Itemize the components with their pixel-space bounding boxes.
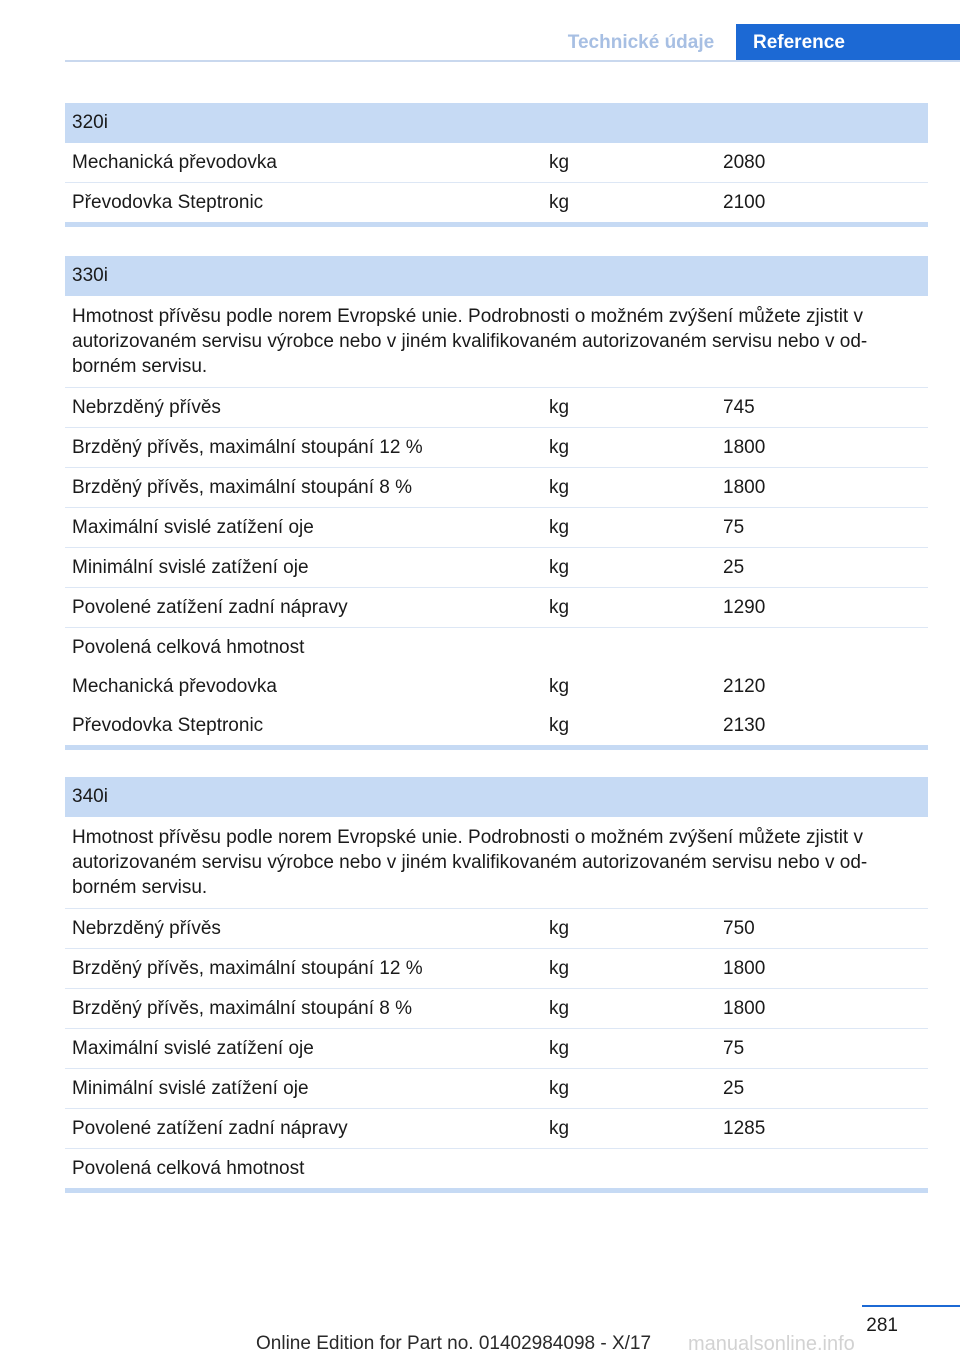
row-unit: kg (549, 151, 570, 173)
row-unit: kg (549, 516, 570, 538)
table-row (65, 989, 928, 1029)
page-number: 281 (866, 1315, 898, 1336)
table-row (65, 508, 928, 548)
row-value: 75 (723, 1037, 745, 1059)
row-value: 1290 (723, 596, 766, 618)
page-number-rule (862, 1305, 960, 1307)
row-label: Převodovka Steptronic (72, 191, 264, 213)
row-label: Povolená celková hmotnost (72, 1157, 305, 1179)
table-note: Hmotnost přívěsu podle norem Evropské unie. Podrobnosti o možném zvýšení můžete zjistit v autorizovaném servisu výrobce nebo v jiném kvalifikovaném autorizovaném servisu nebo v odborném servisu. (65, 296, 928, 388)
row-label: Maximální svislé zatížení oje (72, 1037, 314, 1059)
row-label: Nebrzděný přívěs (72, 917, 221, 939)
row-label: Převodovka Steptronic (72, 714, 264, 736)
row-value: 1800 (723, 436, 766, 458)
row-value: 2100 (723, 191, 766, 213)
table-end-rule (65, 745, 928, 750)
table-row (65, 706, 928, 745)
table-row (65, 949, 928, 989)
spec-table-330i (65, 256, 928, 750)
spec-table-320i (65, 103, 928, 227)
table-row (65, 548, 928, 588)
row-label: Mechanická převodovka (72, 675, 277, 697)
section-tab-technical-data: Technické údaje (567, 31, 715, 53)
edition-footer: Online Edition for Part no. 01402984098 - X/17 (256, 1333, 652, 1354)
row-label: Povolené zatížení zadní nápravy (72, 1117, 348, 1139)
row-unit: kg (549, 191, 570, 213)
row-value: 2130 (723, 714, 766, 736)
row-label: Mechanická převodovka (72, 151, 277, 173)
row-label: Povolené zatížení zadní nápravy (72, 596, 348, 618)
row-label: Brzděný přívěs, maximální stoupání 8 % (72, 476, 413, 498)
table-row (65, 1109, 928, 1149)
table-title: 320i (65, 103, 928, 143)
table-title: 330i (65, 256, 928, 296)
table-row (65, 588, 928, 628)
row-label: Nebrzděný přívěs (72, 396, 221, 418)
row-value: 1800 (723, 997, 766, 1019)
table-row (65, 909, 928, 949)
table-row (65, 468, 928, 508)
row-unit: kg (549, 396, 570, 418)
row-label: Brzděný přívěs, maximální stoupání 12 % (72, 436, 423, 458)
table-row (65, 388, 928, 428)
row-unit: kg (549, 1117, 570, 1139)
table-row (65, 667, 928, 706)
table-row (65, 628, 928, 667)
row-unit: kg (549, 675, 570, 697)
row-value: 1800 (723, 957, 766, 979)
row-unit: kg (549, 436, 570, 458)
watermark: manualsonline.info (688, 1333, 855, 1355)
table-end-rule (65, 1188, 928, 1193)
row-label: Minimální svislé zatížení oje (72, 556, 309, 578)
header-rule (65, 60, 960, 62)
row-unit: kg (549, 957, 570, 979)
row-label: Minimální svislé zatížení oje (72, 1077, 309, 1099)
row-value: 1800 (723, 476, 766, 498)
row-unit: kg (549, 997, 570, 1019)
row-value: 750 (723, 917, 755, 939)
row-unit: kg (549, 1077, 570, 1099)
table-end-rule (65, 222, 928, 227)
row-unit: kg (549, 714, 570, 736)
row-value: 1285 (723, 1117, 766, 1139)
row-value: 25 (723, 1077, 745, 1099)
row-unit: kg (549, 556, 570, 578)
row-value: 2120 (723, 675, 766, 697)
row-value: 2080 (723, 151, 766, 173)
table-row (65, 1149, 928, 1188)
table-row (65, 428, 928, 468)
table-row (65, 1069, 928, 1109)
table-note: Hmotnost přívěsu podle norem Evropské unie. Podrobnosti o možném zvýšení můžete zjistit v autorizovaném servisu výrobce nebo v jiném kvalifikovaném autorizovaném servisu nebo v odborném servisu. (65, 817, 928, 909)
section-tab-reference: Reference (736, 24, 960, 61)
row-label: Maximální svislé zatížení oje (72, 516, 314, 538)
row-label: Brzděný přívěs, maximální stoupání 12 % (72, 957, 423, 979)
row-value: 25 (723, 556, 745, 578)
row-unit: kg (549, 1037, 570, 1059)
table-title: 340i (65, 777, 928, 817)
row-value: 745 (723, 396, 755, 418)
table-row (65, 183, 928, 222)
table-row (65, 1029, 928, 1069)
row-label: Povolená celková hmotnost (72, 636, 305, 658)
row-value: 75 (723, 516, 745, 538)
spec-table-340i (65, 777, 928, 1193)
row-unit: kg (549, 917, 570, 939)
row-unit: kg (549, 596, 570, 618)
row-unit: kg (549, 476, 570, 498)
row-label: Brzděný přívěs, maximální stoupání 8 % (72, 997, 413, 1019)
table-row (65, 143, 928, 183)
